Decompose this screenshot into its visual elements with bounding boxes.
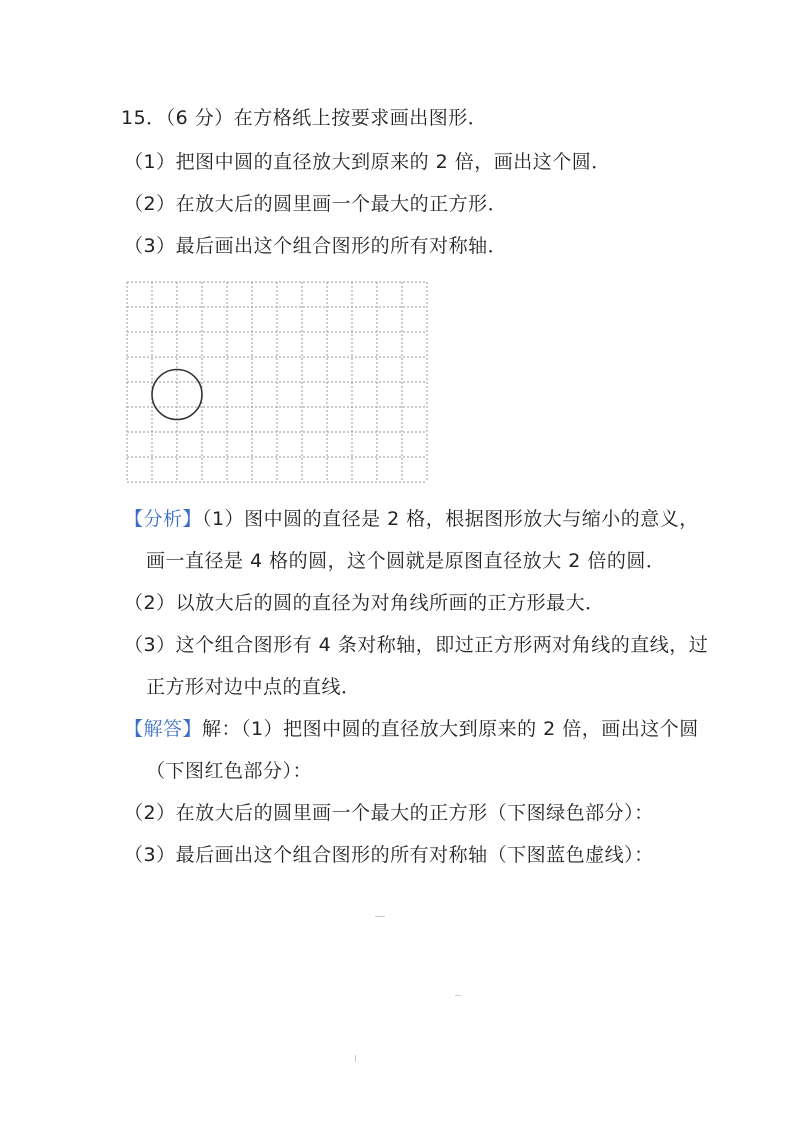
- answer-text-1: 解：（1）把图中圆的直径放大到原来的 2 倍，画出这个圆: [202, 718, 699, 740]
- question-item-3: （3）最后画出这个组合图形的所有对称轴．: [124, 235, 508, 257]
- analysis-line-1: [124, 507, 699, 531]
- analysis-line-3: （2）以放大后的圆的直径为对角线所画的正方形最大．: [124, 592, 605, 614]
- grid-figure: [126, 281, 428, 483]
- answer-line-3: （2）在放大后的圆里画一个最大的正方形（下图绿色部分）：: [124, 802, 654, 824]
- analysis-line-2: 画一直径是 4 格的圆，这个圆就是原图直径放大 2 倍的圆．: [146, 550, 666, 572]
- answer-line-2: （下图红色部分）：: [146, 760, 313, 782]
- scan-speck: [455, 995, 461, 996]
- scan-speck: [375, 916, 385, 917]
- question-item-1: （1）把图中圆的直径放大到原来的 2 倍，画出这个圆．: [124, 151, 611, 173]
- analysis-text-1: （1）图中圆的直径是 2 格，根据图形放大与缩小的意义，: [202, 508, 699, 530]
- answer-line-4: （3）最后画出这个组合图形的所有对称轴（下图蓝色虚线）：: [124, 844, 654, 866]
- scan-speck: [355, 1055, 356, 1062]
- grid-lines: [127, 282, 427, 482]
- answer-line-1: [124, 717, 699, 741]
- question-item-2: （2）在放大后的圆里画一个最大的正方形．: [124, 193, 508, 215]
- analysis-line-5: 正方形对边中点的直线．: [146, 676, 361, 698]
- question-title: 15．（6 分）在方格纸上按要求画出图形．: [121, 107, 488, 129]
- analysis-line-4: （3）这个组合图形有 4 条对称轴，即过正方形两对角线的直线，过: [124, 634, 709, 656]
- answer-tag: 【解答】: [124, 718, 203, 740]
- analysis-tag: 【分析】: [124, 508, 203, 530]
